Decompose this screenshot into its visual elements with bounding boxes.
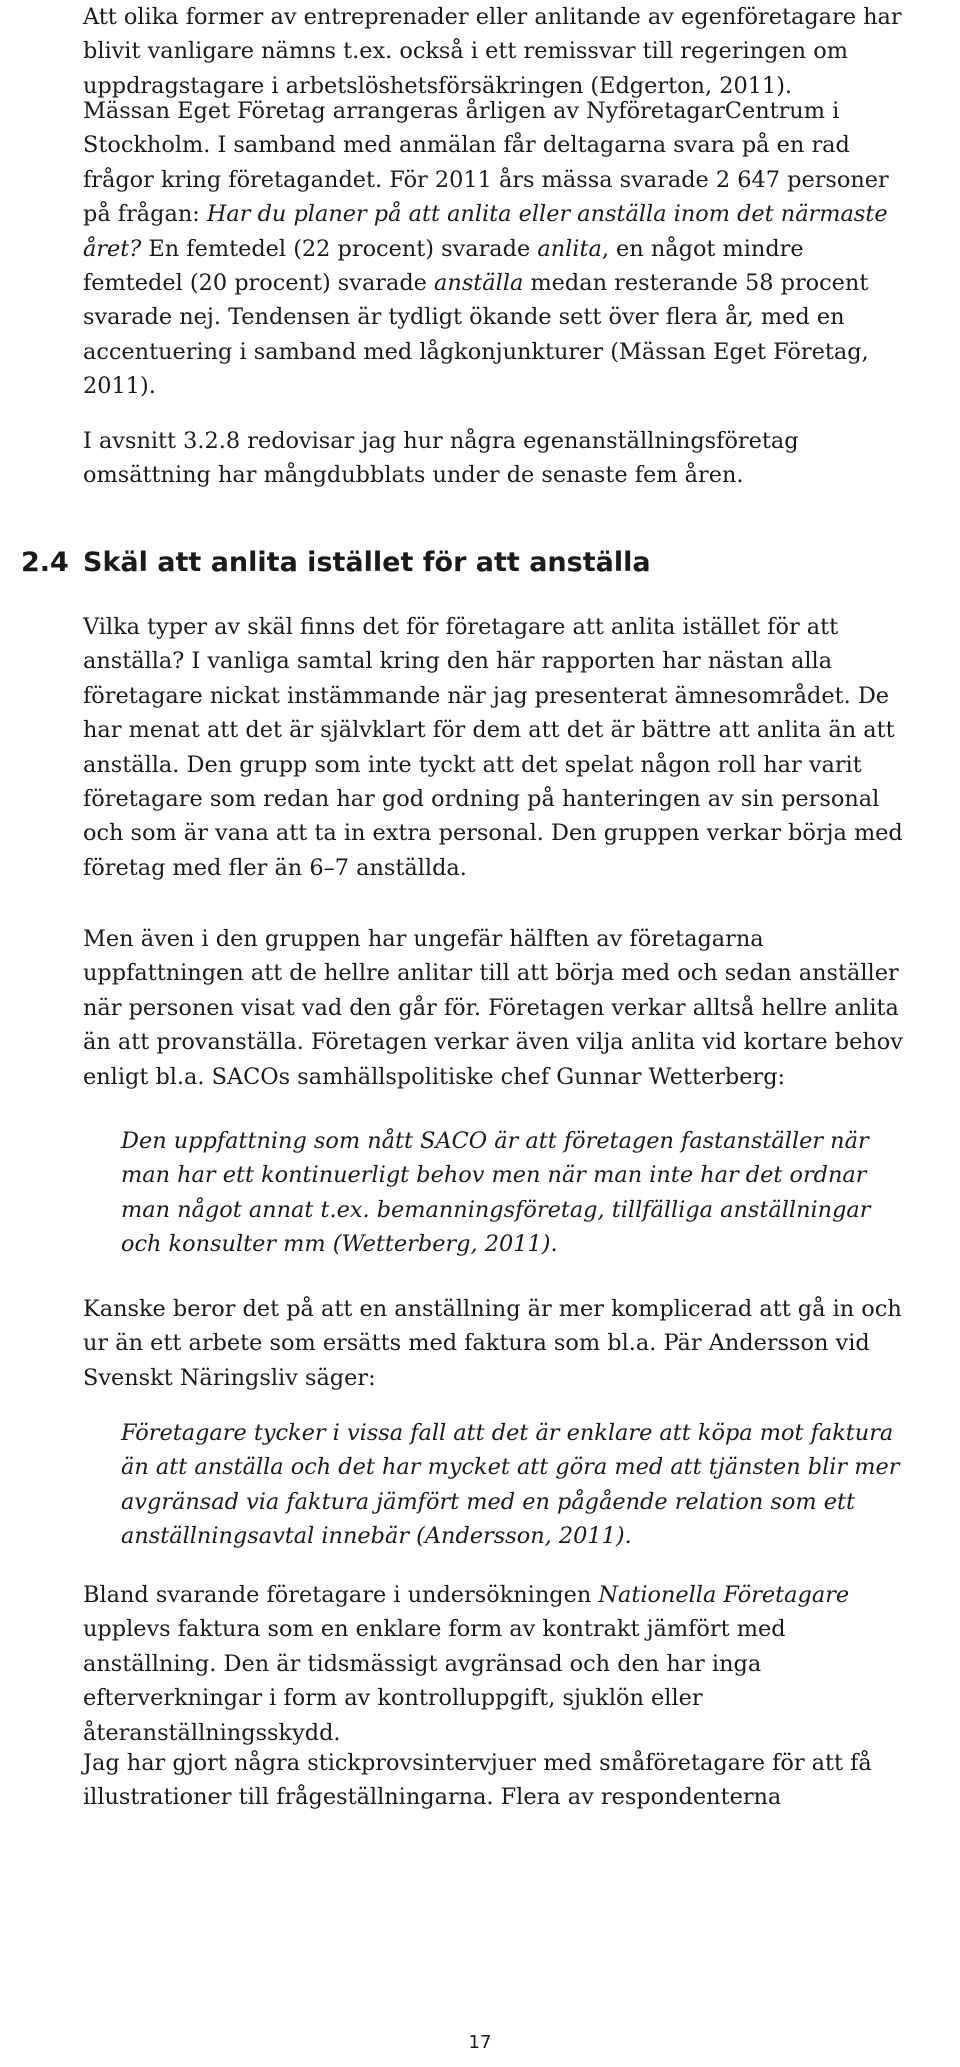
blockquote-wetterberg: Den uppfattning som nått SACO är att företagen fastanställer när man har ett kontinuerligt behov men när man inte har det ordnar man något annat t.ex. bemanningsföretag, tillfälliga anställningar och konsulter mm (Wetterberg, 2011). (121, 1128, 871, 1258)
section-heading: Skäl att anlita istället för att anställa (83, 547, 651, 578)
paragraph-gruppen: Men även i den gruppen har ungefär hälften av företagarna uppfattningen att de hellre anlitar till att börja med och sedan anställer när personen visat vad den går för. Företagen verkar alltså hellre anlita än att provanställa. Företagen verkar även vilja anlita vid kortare behov enligt bl.a. SACOs samhällspolitiske chef Gunnar Wetterberg: (83, 926, 903, 1090)
section-number: 2.4 (21, 547, 69, 578)
survey-question: Har du planer på att anlita eller anställa inom det närmaste året? (83, 201, 888, 262)
paragraph-massan-text-b: En femtedel (22 procent) svarade (141, 235, 538, 262)
paragraph-entreprenader: Att olika former av entreprenader eller anlitande av egenföretagare har blivit vanligare nämns t.ex. också i ett remissvar till regeringen om uppdragstagare i arbetslöshetsförsäkringen (Edgerton, 2011). (83, 4, 902, 99)
paragraph-massan (83, 94, 903, 404)
paragraph-skal: Vilka typer av skäl finns det för företagare att anlita istället för att anställa? I vanliga samtal kring den här rapporten har nästan alla företagare nickat instämmande när jag presenterat ämnesområdet. De har menat att det är självklart för dem att det är bättre att anlita än att anställa. Den grupp som inte tyckt att det spelat någon roll har varit företagare som redan har god ordning på hanteringen av sin personal och som är vana att ta in extra personal. Den gruppen verkar börja med företag med fler än 6–7 anställda. (83, 614, 903, 881)
blockquote-andersson: Företagare tycker i vissa fall att det är enklare att köpa mot faktura än att anställa och det har mycket att göra med att tjänsten blir mer avgränsad via faktura jämfört med en pågående relation som ett anställningsavtal innebär (Andersson, 2011). (121, 1420, 900, 1550)
paragraph-stickprov: Jag har gjort några stickprovsintervjuer med småföretagare för att få illustrationer till frågeställningarna. Flera av respondenterna (83, 1750, 872, 1811)
paragraph-massan-text-d: medan resterande 58 procent svarade nej. Tendensen är tydligt ökande sett över flera år, med en accentuering i samband med lågkonjunkturer (Mässan Eget Företag, 2011). (83, 270, 869, 400)
paragraph-nationella (83, 1578, 903, 1750)
paragraph-massan-text-c: , en något mindre femtedel (20 procent) svarade (83, 235, 804, 297)
paragraph-nationella-text-b: upplevs faktura som en enklare form av kontrakt jämfört med anställning. Den är tidsmässigt avgränsad och den har inga efterverkningar i form av kontrolluppgift, sjuklön eller återanställningsskydd. (83, 1616, 786, 1746)
answer-anlita: anlita (537, 235, 602, 262)
answer-anstalla: anställa (434, 270, 524, 297)
paragraph-kanske: Kanske beror det på att en anställning är mer komplicerad att gå in och ur än ett arbete som ersätts med faktura som bl.a. Pär Andersson vid Svenskt Näringsliv säger: (83, 1296, 902, 1391)
paragraph-massan-text-a: Mässan Eget Företag arrangeras årligen av NyföretagarCentrum i Stockholm. I samband med anmälan får deltagarna svara på en rad frågor kring företagandet. För 2011 års mässa svarade 2 647 personer på frågan: (83, 98, 889, 228)
paragraph-nationella-text-a: Bland svarande företagare i undersökningen (83, 1582, 599, 1608)
page-number: 17 (468, 2032, 492, 2053)
paragraph-avsnitt: I avsnitt 3.2.8 redovisar jag hur några egenanställningsföretag omsättning har mångdubblats under de senaste fem åren. (83, 428, 799, 489)
survey-name: Nationella Företagare (598, 1582, 850, 1608)
